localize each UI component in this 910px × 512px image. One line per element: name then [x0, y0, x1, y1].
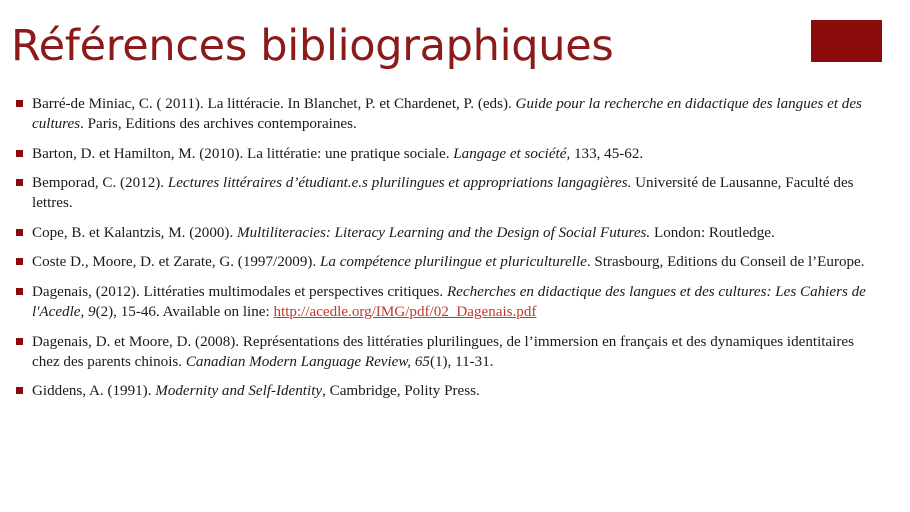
ref-publication: (2), 15-46. Available on line: [95, 303, 274, 320]
ref-title: Canadian Modern Language Review, 65 [185, 353, 430, 370]
square-bullet-icon [16, 258, 23, 265]
ref-publication: , 133, 45-62. [566, 145, 644, 162]
ref-author: Cope, B. et Kalantzis, M. (2000). [32, 224, 237, 241]
ref-publication: London: Routledge. [650, 224, 775, 241]
ref-author: Dagenais, (2012). Littératies multimodales et perspectives critiques. [32, 283, 447, 300]
reference-text [32, 383, 480, 399]
reference-item [16, 223, 878, 243]
reference-text [32, 175, 854, 211]
reference-item [16, 282, 878, 322]
reference-text [32, 284, 866, 320]
ref-title: Multiliteracies: Literacy Learning and the Design of Social Futures. [237, 224, 651, 241]
ref-author: Barton, D. et Hamilton, M. (2010). La littératie: une pratique sociale. [32, 145, 454, 162]
square-bullet-icon [16, 150, 23, 157]
ref-author: Coste D., Moore, D. et Zarate, G. (1997/2009). [32, 254, 320, 271]
square-bullet-icon [16, 179, 23, 186]
reference-text [32, 334, 854, 370]
reference-item [16, 173, 878, 213]
ref-title: Modernity and Self-Identity [155, 383, 323, 400]
reference-item [16, 144, 878, 164]
ref-publication: (1), 11-31. [429, 353, 494, 370]
ref-publication: . Strasbourg, Editions du Conseil de l’Europe. [586, 254, 865, 271]
ref-author: Bemporad, C. (2012). [32, 175, 168, 192]
corner-accent-block [811, 20, 882, 62]
square-bullet-icon [16, 229, 23, 236]
reference-list [16, 94, 878, 411]
ref-author: Giddens, A. (1991). [32, 383, 156, 400]
ref-publication: Université de Lausanne, Faculté des lettres. [32, 175, 854, 212]
square-bullet-icon [16, 288, 23, 295]
reference-item [16, 332, 878, 372]
reference-item [16, 381, 878, 401]
square-bullet-icon [16, 387, 23, 394]
reference-text [32, 146, 643, 162]
ref-publication: , Cambridge, Polity Press. [322, 383, 480, 400]
ref-title: Recherches en didactique des langues et des cultures: Les Cahiers de l'Acedle, 9 [32, 283, 866, 320]
square-bullet-icon [16, 100, 23, 107]
reference-item [16, 252, 878, 272]
ref-title: Lectures littéraires d’étudiant.e.s plurilingues et appropriations langagières. [167, 175, 632, 192]
reference-text [32, 254, 865, 270]
ref-publication: . Paris, Editions des archives contemporaines. [80, 116, 357, 132]
reference-item [16, 94, 878, 134]
ref-author: Dagenais, D. et Moore, D. (2008). Représentations des littératies plurilingues, de l’immersion en français et des dynamiques identitaires chez des parents chinois. [32, 333, 854, 370]
ref-title: La compétence plurilingue et pluriculturelle [319, 254, 587, 271]
ref-title: Guide pour la recherche en didactique des langues et des cultures [32, 96, 862, 132]
slide-title: Références bibliographiques [11, 21, 614, 71]
reference-text [32, 225, 775, 241]
ref-author: Barré-de Miniac, C. ( 2011). La littéracie. In Blanchet, P. et Chardenet, P. (eds). [32, 96, 516, 112]
ref-url-link[interactable]: http://acedle.org/IMG/pdf/02_Dagenais.pdf [273, 303, 537, 320]
reference-text [32, 96, 862, 132]
ref-title: Langage et société [453, 145, 567, 162]
square-bullet-icon [16, 338, 23, 345]
